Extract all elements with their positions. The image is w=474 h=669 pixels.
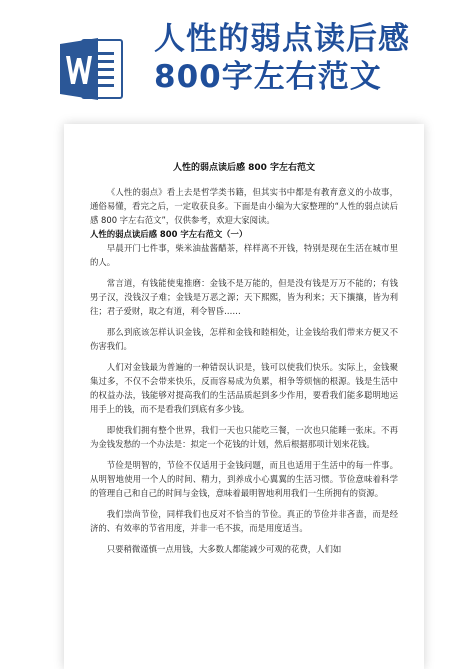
paragraph-5: 即使我们拥有整个世界，我们一天也只能吃三餐，一次也只能睡一张床。不再为金钱发愁的一个办法是：拟定一个花钱的计划，然后根据那项计划来花钱。 (90, 425, 398, 449)
document-page (64, 124, 424, 669)
page-title (154, 20, 464, 96)
title-line-2: 800字左右范文 (154, 59, 382, 95)
document-title: 人性的弱点读后感 800 字左右范文 (172, 163, 316, 173)
title-line-1: 人性的弱点读后感 (154, 21, 410, 57)
paragraph-7: 我们崇尚节俭，同样我们也反对不恰当的节俭。真正的节俭并非吝啬，而是经济的、有效率的节省用度，并非一毛不拔，而是用度适当。 (90, 509, 398, 533)
section-heading: 人性的弱点读后感 800 字左右范文（一） (90, 229, 248, 239)
word-document-icon (58, 34, 124, 104)
paragraph-4: 人们对金钱最为普遍的一种错误认识是，钱可以使我们快乐。实际上，金钱聚集过多，不仅不会带来快乐，反而容易成为负累，相争等烦恼的根源。钱是生活中的权益办法，钱能够对提高我们的生活品质起到多少作用，要看我们能多聪明地运用手上的钱，而不是看我们到底有多少钱。 (90, 362, 398, 414)
paragraph-6: 节俭是明智的，节俭不仅适用于金钱问题，而且也适用于生活中的每一件事。从明智地使用一个人的时间、精力，到养成小心翼翼的生活习惯。节俭意味着科学的管理自己和自己的时间与金钱，意味着最明智地利用我们一生所拥有的资源。 (90, 460, 398, 498)
paragraph-8: 只要稍微谨慎一点用钱，大多数人都能减少可观的花费，人们如 (106, 544, 342, 554)
intro-paragraph: 《人性的弱点》看上去是哲学类书籍，但其实书中都是有教育意义的小故事，通俗易懂，看完之后，一定收获良多。下面是由小编为大家整理的“人性的弱点读后感 800 字左右范文”，仅供参考，欢迎大家阅读。 (90, 187, 398, 225)
paragraph-2: 常言道，有钱能使鬼推磨：金钱不是万能的，但是没有钱是万万不能的；有钱男子汉，没钱汉子难；金钱是万恶之源；天下熙熙，皆为利来；天下攘攘，皆为利往；君子爱财，取之有道，利令智昏…… (90, 278, 398, 316)
paragraph-3: 那么到底该怎样认识金钱，怎样和金钱和睦相处，让金钱给我们带来方便又不伤害我们。 (90, 327, 398, 351)
paragraph-1: 早晨开门七件事，柴米油盐酱醋茶，样样离不开钱，特别是现在生活在城市里的人。 (90, 243, 398, 267)
